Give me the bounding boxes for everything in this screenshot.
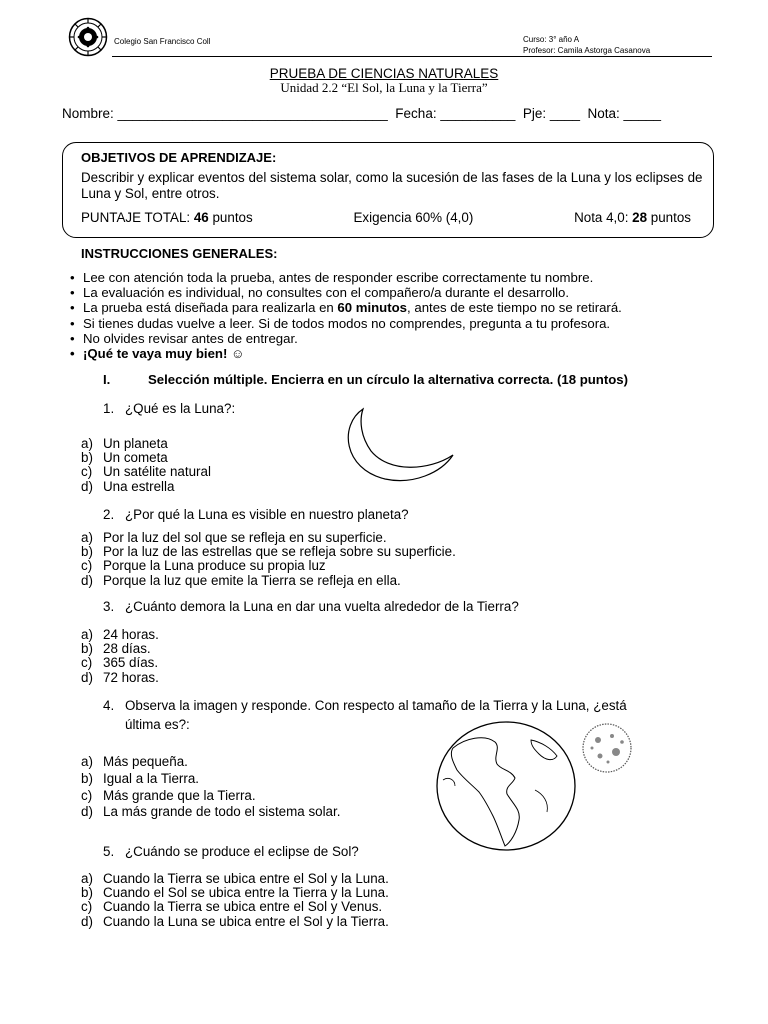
objectives-text: Describir y explicar eventos del sistema solar, como la sucesión de las fases de la Luna y los eclipses de Luna y Sol, entre otros. [81,170,703,201]
option[interactable]: b) Por la luz de las estrellas que se refleja sobre su superficie. [81,544,456,560]
option[interactable]: c) Porque la Luna produce su propia luz [81,558,326,574]
list-item: • La prueba está diseñada para realizarla en 60 minutos, antes de este tiempo no se retirará. [70,300,622,315]
list-item: • ¡Qué te vaya muy bien! ☺ [70,346,622,361]
question-5: 5. ¿Cuándo se produce el eclipse de Sol? [103,844,359,859]
option[interactable]: d) 72 horas. [81,669,159,685]
question-3: 3. ¿Cuánto demora la Luna en dar una vuelta alrededor de la Tierra? [103,599,519,614]
course-label: Curso: 3° año A [523,35,580,44]
question-1: 1. ¿Qué es la Luna?: [103,401,236,416]
question-4: 4. Observa la imagen y responde. Con respecto al tamaño de la Tierra y la Luna, ¿está última es?: [103,698,627,732]
question-5-options [81,872,389,929]
option[interactable]: b) Igual a la Tierra. [81,770,200,786]
question-4-options [81,754,340,821]
question-2: 2. ¿Por qué la Luna es visible en nuestro planeta? [103,507,409,522]
option[interactable]: a) Cuando la Tierra se ubica entre el Sol y la Luna. [81,871,389,886]
list-item: • La evaluación es individual, no consultes con el compañero/a durante el desarrollo. [70,285,622,300]
list-item: • Lee con atención toda la prueba, antes de responder escribe correctamente tu nombre. [70,270,622,285]
list-item: • Si tienes dudas vuelve a leer. Si de todos modos no comprendes, pregunta a tu profesora. [70,316,622,331]
header-divider [112,56,712,57]
option[interactable]: a) 24 horas. [81,627,159,642]
option[interactable]: b) Cuando el Sol se ubica entre la Tierra y la Luna. [81,885,389,901]
school-name: Colegio San Francisco Coll [114,37,211,46]
total-score: PUNTAJE TOTAL: 46 puntos [81,210,253,225]
option[interactable]: c) Más grande que la Tierra. [81,787,256,803]
score-line [81,210,691,225]
student-fields-line: Nombre: ____________________________________ Fecha: __________ Pje: ____ Nota: _____ [62,106,662,121]
teacher-label: Profesor: Camila Astorga Casanova [523,46,651,55]
option[interactable]: d) Cuando la Luna se ubica entre el Sol y la Tierra. [81,913,389,929]
option[interactable]: a) Más pequeña. [81,754,188,769]
question-2-options [81,531,456,588]
header-info [523,34,650,56]
option[interactable]: d) La más grande de todo el sistema solar. [81,804,341,820]
page-title: PRUEBA DE CIENCIAS NATURALES [269,66,499,81]
nota-threshold: Nota 4,0: 28 puntos [574,210,691,225]
instructions-list [70,270,622,361]
option[interactable]: b) Un cometa [81,450,168,466]
question-3-options [81,628,159,685]
crescent-moon-icon [333,407,455,482]
option[interactable]: c) Un satélite natural [81,464,211,480]
option[interactable]: b) 28 días. [81,641,151,657]
earth-globe-icon [435,720,577,852]
option[interactable]: a) Un planeta [81,436,168,451]
list-item: • No olvides revisar antes de entregar. [70,331,622,346]
option[interactable]: c) Cuando la Tierra se ubica entre el Sol y Venus. [81,899,383,915]
exigencia: Exigencia 60% (4,0) [353,210,474,225]
objectives-heading: OBJETIVOS DE APRENDIZAJE: [81,150,277,165]
instructions-heading: INSTRUCCIONES GENERALES: [81,246,278,261]
option[interactable]: d) Una estrella [81,478,175,494]
question-1-options [81,437,211,494]
school-logo-icon [68,17,108,57]
option[interactable]: c) 365 días. [81,655,159,671]
option[interactable]: d) Porque la luz que emite la Tierra se refleja en ella. [81,572,401,588]
section-heading: I. Selección múltiple. Encierra en un círculo la alternativa correcta. (18 puntos) [103,372,629,387]
page-subtitle: Unidad 2.2 “El Sol, la Luna y la Tierra” [280,80,488,95]
option[interactable]: a) Por la luz del sol que se refleja en su superficie. [81,530,387,545]
moon-sphere-icon [580,722,634,774]
